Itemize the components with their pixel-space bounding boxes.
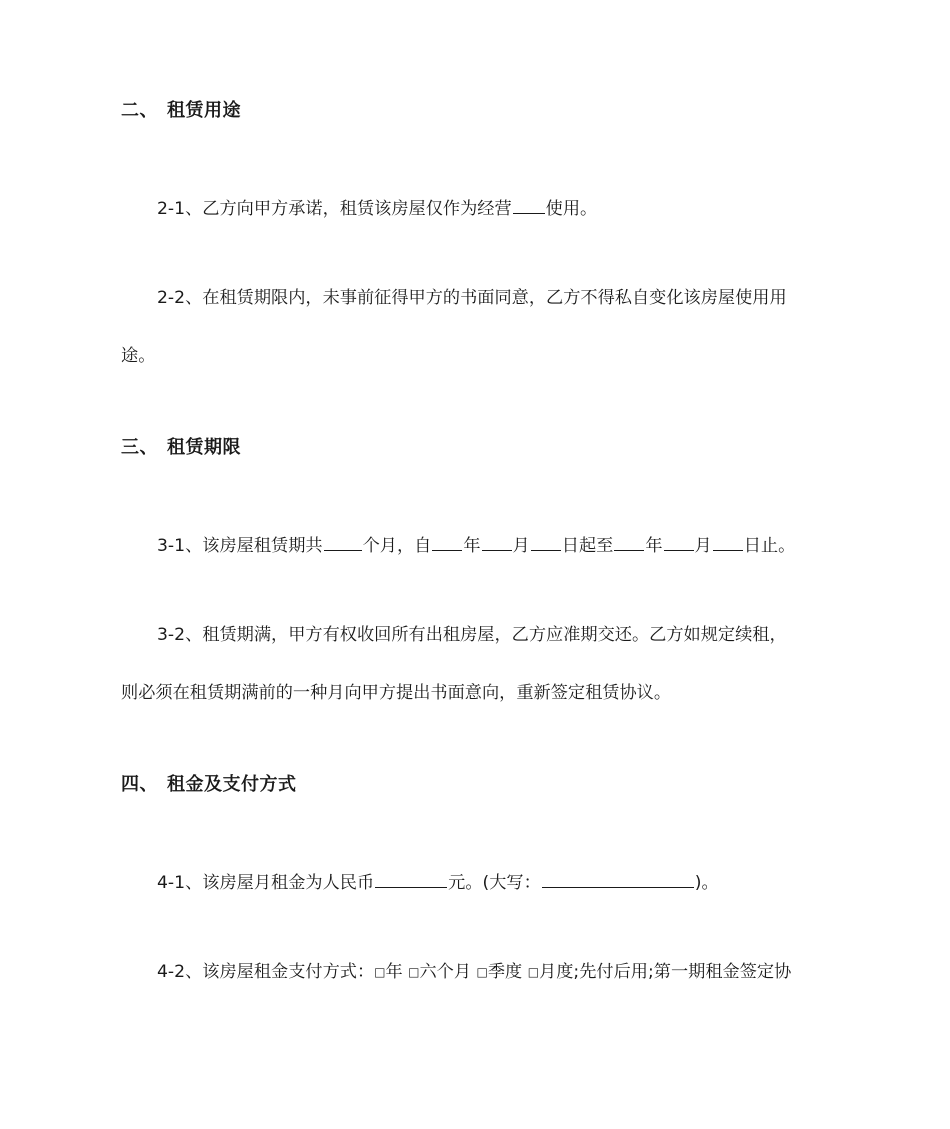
clause-text: 月 — [512, 536, 530, 556]
clause-text: 日止。 — [743, 536, 796, 556]
option-month-label: 月度;先付后用;第一期租金签定协 — [539, 962, 792, 982]
clause-3-2-line2 — [121, 681, 833, 705]
section-heading-4 — [121, 773, 297, 797]
clause-text: 4-2、该房屋租金支付方式： — [157, 962, 375, 982]
fill-blank-end-day[interactable] — [713, 533, 743, 551]
clause-text: 月 — [694, 536, 712, 556]
clause-text: 个月，自 — [362, 536, 432, 556]
section-title: 租赁期限 — [167, 437, 241, 458]
clause-4-2 — [121, 960, 833, 984]
fill-blank-end-year[interactable] — [614, 533, 644, 551]
section-number: 四、 — [121, 774, 158, 795]
checkbox-month[interactable]: □ — [527, 965, 540, 979]
fill-blank-rent-amount[interactable] — [375, 870, 447, 888]
clause-text: 3-1、该房屋租赁期共 — [157, 536, 323, 556]
clause-text: 4-1、该房屋月租金为人民币 — [157, 873, 375, 893]
section-number: 三、 — [121, 437, 158, 458]
clause-2-2-line2 — [121, 344, 833, 368]
section-heading-2 — [121, 99, 241, 123]
clause-text: 年 — [645, 536, 663, 556]
section-title: 租金及支付方式 — [167, 774, 297, 795]
section-heading-3 — [121, 436, 241, 460]
option-six-months-label: 六个月 — [419, 962, 477, 982]
clause-3-1 — [121, 533, 833, 558]
clause-3-2-line1 — [121, 623, 833, 647]
clause-2-1 — [121, 196, 833, 221]
checkbox-six-months[interactable]: □ — [408, 965, 420, 979]
clause-text: 使用。 — [545, 199, 598, 219]
fill-blank-start-year[interactable] — [432, 533, 462, 551]
clause-text: )。 — [694, 873, 719, 893]
checkbox-year[interactable]: □ — [374, 965, 386, 979]
fill-blank-start-day[interactable] — [531, 533, 561, 551]
fill-blank-end-month[interactable] — [664, 533, 694, 551]
clause-text: 2-1、乙方向甲方承诺，租赁该房屋仅作为经营 — [157, 199, 512, 219]
clause-2-2-line1 — [121, 286, 833, 310]
fill-blank-business[interactable] — [513, 196, 545, 214]
clause-text: 途。 — [121, 346, 156, 366]
fill-blank-months[interactable] — [324, 533, 362, 551]
clause-text: 2-2、在租赁期限内，未事前征得甲方的书面同意，乙方不得私自变化该房屋使用用 — [157, 288, 787, 308]
clause-4-1 — [121, 870, 833, 895]
section-number: 二、 — [121, 100, 158, 121]
option-year-label: 年 — [385, 962, 409, 982]
option-quarter-label: 季度 — [487, 962, 528, 982]
clause-text: 元。(大写： — [448, 873, 541, 893]
fill-blank-start-month[interactable] — [482, 533, 512, 551]
section-title: 租赁用途 — [167, 100, 241, 121]
checkbox-quarter[interactable]: □ — [476, 965, 488, 979]
fill-blank-rent-uppercase[interactable] — [542, 870, 694, 888]
clause-text: 日起至 — [561, 536, 614, 556]
clause-text: 年 — [463, 536, 481, 556]
clause-text: 则必须在租赁期满前的一种月向甲方提出书面意向，重新签定租赁协议。 — [121, 683, 672, 703]
clause-text: 3-2、租赁期满，甲方有权收回所有出租房屋，乙方应准期交还。乙方如规定续租， — [157, 625, 787, 645]
